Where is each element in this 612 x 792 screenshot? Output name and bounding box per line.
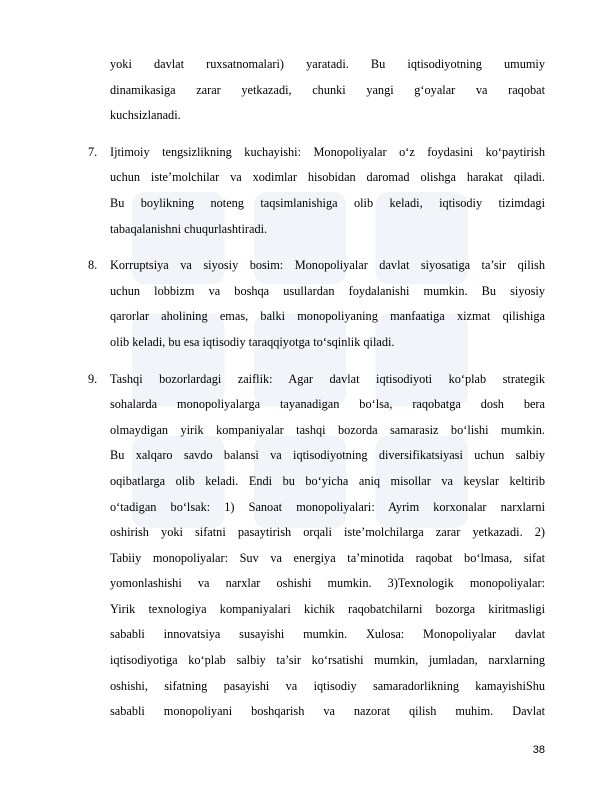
list-item-7	[88, 140, 545, 242]
text-line: uchun lobbizm va boshqa usullardan foydalanishi mumkin. Bu siyosiy	[110, 283, 545, 298]
text-line: olmaydigan yirik kompaniyalar tashqi bozorda samarasiz bo‘lishi mumkin.	[110, 422, 545, 437]
text-line: Yirik texnologiya kompaniyalari kichik raqobatchilarni bozorga kiritmasligi	[110, 601, 545, 616]
text-line: kuchsizlanadi.	[110, 108, 181, 123]
list-item-number: 7.	[88, 144, 98, 159]
text-line: Korruptsiya va siyosiy bosim: Monopoliyalar davlat siyosatiga ta’sir qilish	[110, 258, 545, 273]
text-line: yoki davlat ruxsatnomalari) yaratadi. Bu iqtisodiyotning umumiy	[110, 57, 545, 71]
text-line: yomonlashishi va narxlar oshishi mumkin. 3)Texnologik monopoliyalar:	[110, 576, 545, 591]
text-line: tabaqalanishni chuqurlashtiradi.	[110, 221, 268, 236]
text-line: Tashqi bozorlardagi zaiflik: Agar davlat iqtisodiyoti ko‘plab strategik	[110, 371, 545, 386]
text-line: oshirish yoki sifatni pasaytirish orqali iste’molchilarga zarar yetkazadi. 2)	[110, 525, 545, 540]
text-line: oshishi, sifatning pasayishi va iqtisodiy samaradorlikning kamayishiShu	[110, 678, 545, 693]
text-line: qarorlar aholining emas, balki monopoliyaning manfaatiga xizmat qilishiga	[110, 309, 545, 324]
list-item-9	[88, 367, 545, 725]
text-line: Tabiiy monopoliyalar: Suv va energiya ta’minotida raqobat bo‘lmasa, sifat	[110, 550, 545, 565]
text-line: oqibatlarga olib keladi. Endi bu bo‘yicha aniq misollar va keyslar keltirib	[110, 473, 545, 488]
list-item-number: 9.	[88, 371, 98, 386]
text-line: o‘tadigan bo‘lsak: 1) Sanoat monopoliyalari: Ayrim korxonalar narxlarni	[110, 499, 545, 514]
page-number: 38	[532, 744, 545, 756]
list-item-8	[88, 253, 545, 355]
list-item-number: 8.	[88, 258, 98, 273]
page-content	[88, 52, 545, 725]
text-line: iqtisodiyotiga ko‘plab salbiy ta’sir ko‘rsatishi mumkin, jumladan, narxlarning	[110, 653, 545, 668]
text-line: sababli monopoliyani boshqarish va nazorat qilish muhim. Davlat	[110, 704, 545, 719]
text-line: dinamikasiga zarar yetkazadi, chunki yangi g‘oyalar va raqobat	[110, 82, 545, 97]
text-line: Bu xalqaro savdo balansi va iqtisodiyotning diversifikatsiyasi uchun salbiy	[110, 448, 545, 463]
text-line: uchun iste’molchilar va xodimlar hisobidan daromad olishga harakat qiladi.	[110, 170, 545, 185]
text-line: Bu boylikning noteng taqsimlanishiga olib keladi, iqtisodiy tizimdagi	[110, 195, 545, 210]
text-line: sohalarda monopoliyalarga tayanadigan bo‘lsa, raqobatga dosh bera	[110, 397, 545, 412]
text-line: olib keladi, bu esa iqtisodiy taraqqiyotga to‘sqinlik qiladi.	[110, 334, 395, 349]
text-line: sababli innovatsiya susayishi mumkin. Xulosa: Monopoliyalar davlat	[110, 627, 545, 642]
continuation-paragraph	[88, 52, 545, 129]
text-line: Ijtimoiy tengsizlikning kuchayishi: Monopoliyalar o‘z foydasini ko‘paytirish	[110, 144, 545, 159]
